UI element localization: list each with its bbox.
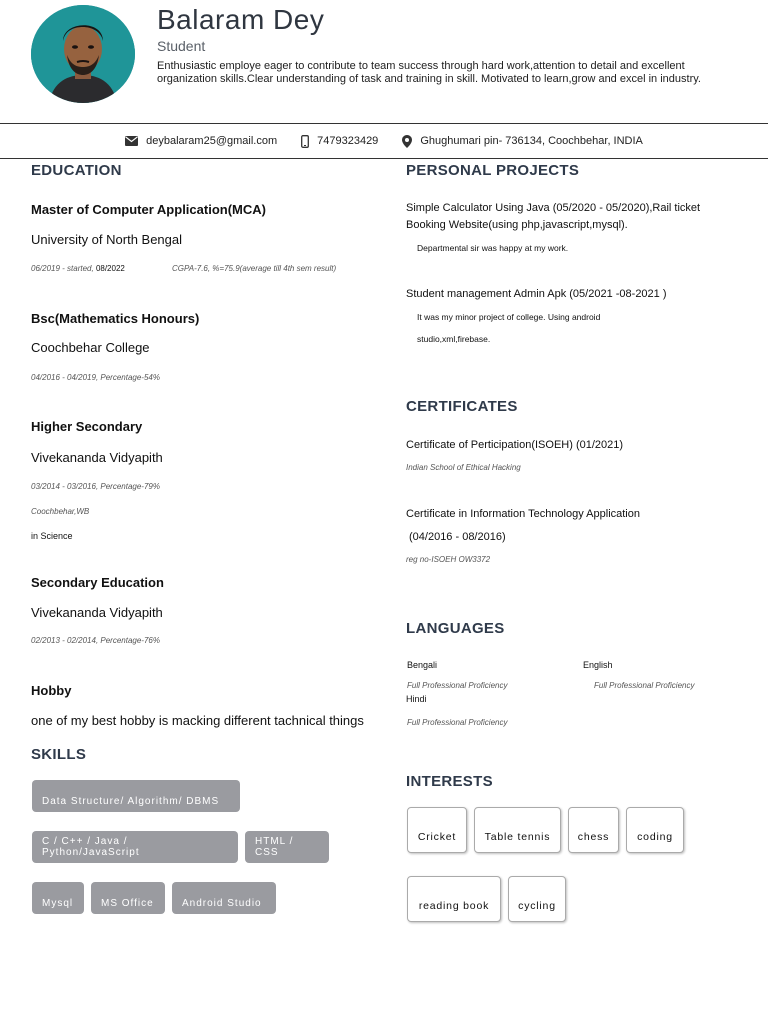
certificate-name: Certificate in Information Technology Application	[406, 508, 640, 520]
certificates-title: CERTIFICATES	[406, 398, 518, 415]
skill-chip: Data Structure/ Algorithm/ DBMS	[32, 780, 240, 812]
education-dates: 03/2014 - 03/2016, Percentage-79%	[31, 482, 160, 491]
language-level: Full Professional Proficiency	[594, 681, 695, 690]
education-date-end: 08/2022	[95, 264, 125, 273]
skill-chip: C / C++ / Java / Python/JavaScript	[32, 831, 238, 863]
education-dates: 02/2013 - 02/2014, Percentage-76%	[31, 636, 160, 645]
contact-email[interactable]	[125, 135, 277, 147]
education-institution: Vivekananda Vidyapith	[31, 450, 163, 465]
language-level: Full Professional Proficiency	[407, 718, 508, 727]
interest-tag: chess	[568, 807, 619, 853]
projects-title: PERSONAL PROJECTS	[406, 162, 580, 179]
profile-photo	[31, 5, 135, 103]
interest-tag: reading book	[407, 876, 501, 922]
language-name: Hindi	[406, 694, 427, 704]
education-dates: 04/2016 - 04/2019, Percentage-54%	[31, 373, 160, 382]
skill-chip: Android Studio	[172, 882, 276, 914]
education-institution: Coochbehar College	[31, 340, 150, 355]
certificate-name: Certificate of Perticipation(ISOEH) (01/2021)	[406, 439, 624, 451]
skill-chip: MS Office	[91, 882, 165, 914]
skill-chip: Mysql	[32, 882, 84, 914]
education-degree: Master of Computer Application(MCA)	[31, 202, 266, 217]
education-institution: University of North Bengal	[31, 232, 183, 247]
skills-title: SKILLS	[31, 746, 87, 763]
interest-tag: Table tennis	[474, 807, 561, 853]
education-date-start: 06/2019 - started,	[31, 264, 96, 273]
education-degree: Bsc(Mathematics Honours)	[31, 311, 200, 326]
education-degree: Secondary Education	[31, 575, 164, 590]
project-desc: It was my minor project of college. Using android	[417, 312, 601, 322]
divider-bottom	[0, 158, 768, 159]
interests-title: INTERESTS	[406, 773, 493, 790]
certificate-reg: reg no-ISOEH OW3372	[406, 555, 491, 564]
project-name: Student management Admin Apk (05/2021 -08-2021 )	[406, 288, 667, 300]
interest-tag: Cricket	[407, 807, 467, 853]
email-text: deybalaram25@gmail.com	[146, 135, 278, 147]
education-degree: Higher Secondary	[31, 419, 143, 434]
education-title: EDUCATION	[31, 162, 122, 179]
project-desc: Departmental sir was happy at my work.	[417, 243, 569, 253]
language-name: Bengali	[407, 660, 438, 670]
envelope-icon	[125, 136, 138, 146]
location-pin-icon	[402, 135, 412, 148]
education-location: Coochbehar,WB	[31, 507, 90, 516]
education-dates	[31, 264, 125, 273]
contact-address	[402, 135, 643, 148]
avatar	[31, 5, 135, 103]
language-name: English	[583, 660, 613, 670]
hobby-title: Hobby	[31, 683, 72, 698]
contact-bar	[0, 130, 768, 152]
project-name: Simple Calculator Using Java (05/2020 - 05/2020),Rail ticket Booking Website(using php,javascript,mysql).	[406, 202, 701, 231]
hobby-text: one of my best hobby is macking different tachnical things	[31, 713, 364, 728]
project-desc: studio,xml,firebase.	[417, 334, 491, 344]
interest-tag: coding	[626, 807, 684, 853]
languages-title: LANGUAGES	[406, 620, 505, 637]
divider-top	[0, 123, 768, 124]
language-level: Full Professional Proficiency	[407, 681, 508, 690]
education-stream: in Science	[31, 531, 73, 541]
certificate-dates: (04/2016 - 08/2016)	[409, 531, 506, 543]
skill-chip: HTML / CSS	[245, 831, 329, 863]
phone-icon	[301, 135, 309, 148]
education-institution: Vivekananda Vidyapith	[31, 605, 163, 620]
candidate-name: Balaram Dey	[157, 4, 325, 35]
phone-text: 7479323429	[317, 135, 379, 147]
interest-tag: cycling	[508, 876, 566, 922]
contact-phone[interactable]	[301, 135, 378, 148]
candidate-role: Student	[157, 38, 206, 54]
certificate-issuer: Indian School of Ethical Hacking	[406, 463, 521, 472]
education-note: CGPA-7.6, %=75.9(average till 4th sem result)	[172, 264, 337, 273]
summary-text: Enthusiastic employe eager to contribute to team success through hard work,attention to detail and excellent organization skills.Clear understanding of task and training in skill. Motivated to learn,grow and excel in industry.	[157, 60, 701, 85]
address-text: Ghughumari pin- 736134, Coochbehar, INDIA	[420, 135, 643, 147]
